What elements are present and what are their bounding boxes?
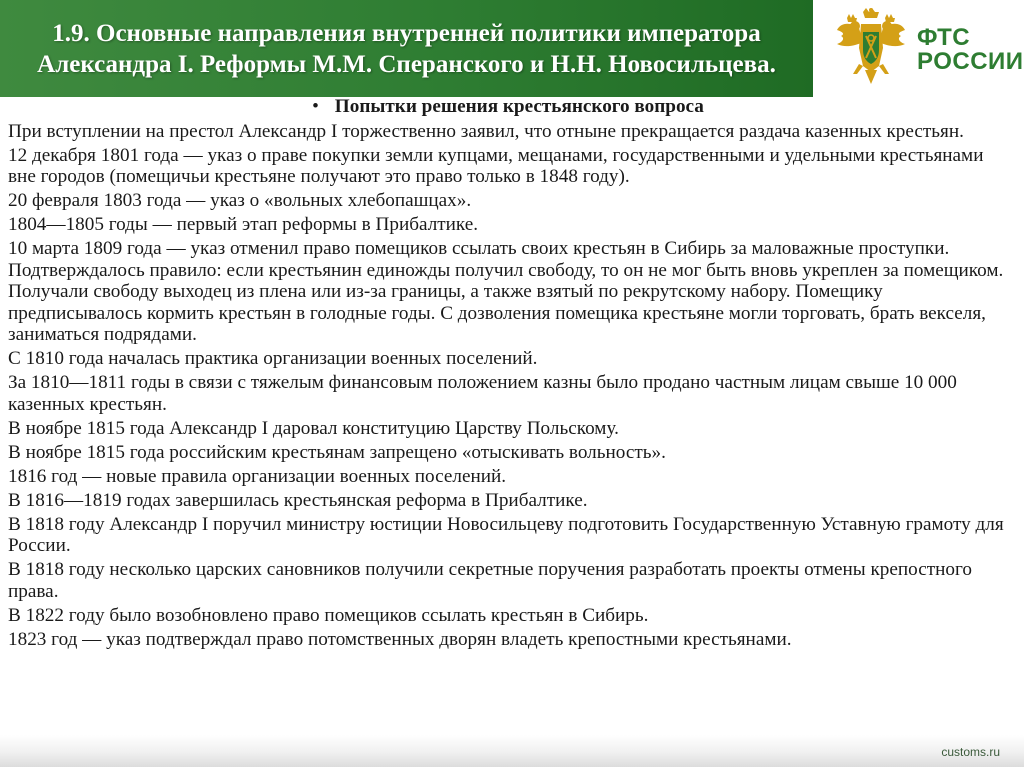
paragraph: В 1822 году было возобновлено право помещиков ссылать крестьян в Сибирь. bbox=[8, 604, 649, 626]
slide-title: 1.9. Основные направления внутренней политики императора Александра I. Реформы М.М. Сперанского и Н.Н. Новосильцева. bbox=[37, 19, 776, 78]
fts-logo-line1: ФТС bbox=[917, 24, 971, 51]
paragraph: В 1818 году несколько царских сановников получили секретные поручения разработать проекты отмены крепостного права. bbox=[8, 559, 972, 602]
double-headed-eagle-emblem-icon bbox=[833, 8, 909, 88]
paragraph: 12 декабря 1801 года — указ о праве покупки земли купцами, мещанами, государственными и удельными крестьянами вне городов (помещичьи крестьяне получают это право только в 1848 году). bbox=[8, 144, 984, 187]
slide-body bbox=[8, 96, 1008, 653]
slide-header bbox=[0, 0, 813, 97]
fts-logo bbox=[813, 0, 1024, 97]
paragraph: В ноябре 1815 года российским крестьянам запрещено «отыскивать вольность». bbox=[8, 441, 666, 463]
paragraph: В ноябре 1815 года Александр I даровал конституцию Царству Польскому. bbox=[8, 417, 619, 439]
paragraph: В 1818 году Александр I поручил министру юстиции Новосильцеву подготовить Государственную Уставную грамоту для России. bbox=[8, 513, 1004, 556]
fts-logo-text bbox=[917, 26, 1024, 74]
paragraph: 1804—1805 годы — первый этап реформы в Прибалтике. bbox=[8, 214, 479, 235]
paragraph: За 1810—1811 годы в связи с тяжелым финансовым положением казны было продано частным лицам свыше 10 000 казенных крестьян. bbox=[8, 372, 957, 415]
paragraph: В 1816—1819 годах завершилась крестьянская реформа в Прибалтике. bbox=[8, 489, 588, 511]
section-subheading bbox=[8, 96, 1008, 118]
paragraph: 10 марта 1809 года — указ отменил право помещиков ссылать своих крестьян в Сибирь за маловажные проступки. Подтверждалось правило: если крестьянин единожды получил свободу, то он не мог быть вновь укреплен за помещиком. Получали свободу выходец из плена или из-за границы, а также взятый по рекрутскому набору. Помещику предписывалось кормить крестьян в голодные годы. С дозволения помещика крестьяне могли торговать, брать векселя, заниматься подрядами. bbox=[8, 238, 1004, 345]
slide-footer bbox=[0, 735, 1024, 767]
footer-url: customs.ru bbox=[941, 745, 1000, 759]
paragraph: С 1810 года началась практика организации военных поселений. bbox=[8, 348, 538, 369]
fts-logo-line2: РОССИИ bbox=[917, 48, 1024, 75]
paragraph: 1816 год — новые правила организации военных поселений. bbox=[8, 465, 507, 487]
bullet-icon: • bbox=[312, 96, 319, 117]
subheading-text: Попытки решения крестьянского вопроса bbox=[334, 96, 704, 117]
paragraph: 20 февраля 1803 года — указ о «вольных хлебопашцах». bbox=[8, 190, 472, 211]
paragraph: При вступлении на престол Александр I торжественно заявил, что отныне прекращается раздача казенных крестьян. bbox=[8, 120, 964, 142]
paragraph: 1823 год — указ подтверждал право потомственных дворян владеть крепостными крестьянами. bbox=[8, 628, 792, 650]
